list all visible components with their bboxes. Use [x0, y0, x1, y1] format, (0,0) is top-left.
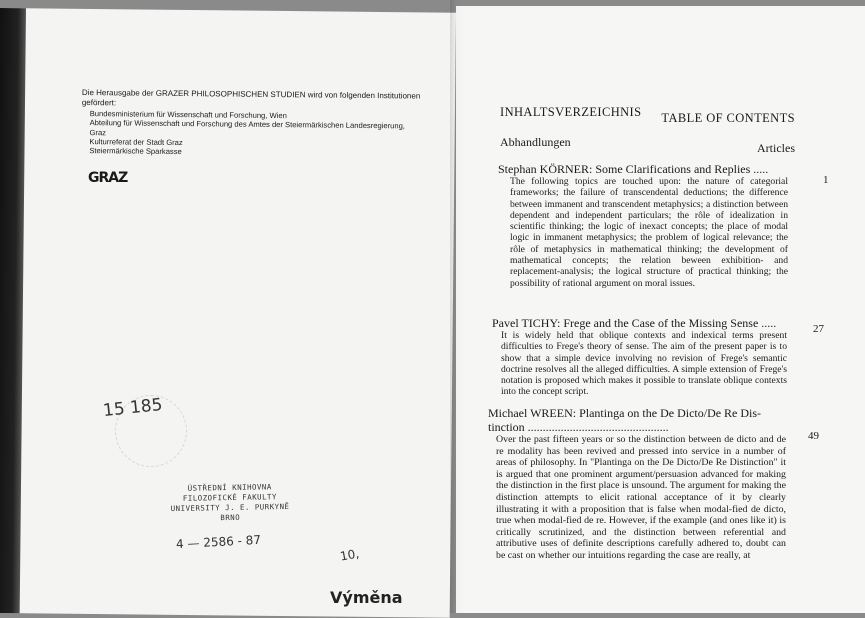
entry-title-line: tinction ............................................... — [488, 420, 669, 434]
exchange-stamp: Výměna — [330, 588, 403, 607]
toc-heading-english: TABLE OF CONTENTS — [661, 111, 795, 125]
library-stamp — [160, 482, 301, 524]
entry-page-number: 27 — [813, 323, 824, 335]
library-stamp-line: UNIVERSITY J. E. PURKYNĚ — [170, 501, 290, 514]
toc-entry — [498, 162, 798, 289]
library-stamp-line: FILOZOFICKÉ FAKULTY — [182, 492, 277, 503]
book-spine-shadow — [0, 8, 26, 613]
graz-logo: GRAZ — [88, 170, 128, 186]
library-stamp-line: BRNO — [220, 512, 241, 523]
entry-title-line: Michael WREEN: Plantinga on the De Dicto/De Re Dis- — [488, 406, 762, 420]
sponsor-item: Abteilung für Wissenschaft und Forschung des Amtes der Steiermärkischen Landesregierung, Graz — [89, 118, 405, 137]
entry-title: Stephan KÖRNER: Some Clarifications and Replies ..... — [498, 162, 769, 176]
book-gutter — [450, 0, 464, 613]
sponsor-list — [89, 109, 421, 159]
section-label-german: Abhandlungen — [500, 135, 571, 149]
handwritten-mark: 10, — [338, 546, 361, 564]
toc-heading-row — [500, 105, 795, 125]
entry-abstract: It is widely held that oblique contexts and indexical terms present difficulties to Frege's theory of sense. The aim of the present paper is to show that a simple device involving no revision of Frege's semantic doctrine resolves all the alleged difficulties. A simple extension of Frege's notation is proposed which makes it possible to translate oblique contexts into the concept script. — [501, 330, 787, 398]
entry-page-number: 1 — [823, 174, 829, 186]
toc-entry — [488, 406, 788, 562]
handwritten-catalog-number: 4 — 2586 - 87 — [175, 532, 262, 552]
section-label-english: Articles — [757, 141, 795, 155]
entry-title: Pavel TICHY: Frege and the Case of the Missing Sense ..... — [492, 316, 777, 330]
sponsor-intro: Die Herausgabe der GRAZER PHILOSOPHISCHEN STUDIEN wird von folgenden Institutionen gefördert: — [81, 88, 421, 108]
entry-abstract: Over the past fifteen years or so the distinction between de dicto and de re modality has been revived and pressed into service in a number of areas of philosophy. In "Plantinga on the De Dicto/De Re Distinction" it is argued that one prominent argument/persuasion advanced for making the distinction in the first place is unsound. The argument for making the distinction attempts to elicit rational acceptance of it by clearly illustrating it with a proposition that is false when modal-fied de dicto, true when modal-fied de re. However, if the example (and ones like it) is critically scrutinized, and the distinction between referential and attributive uses of definite descriptions carefully adhered to, doubt can be cast on whether our intuitions regarding the case are really, at — [496, 434, 786, 561]
toc-entry — [492, 316, 792, 398]
library-stamp-line: ÚSTŘEDNÍ KNIHOVNA — [187, 482, 272, 493]
sponsor-item: Bundesministerium für Wissenschaft und Forschung, Wien — [89, 109, 287, 121]
sponsor-item: Kulturreferat der Stadt Graz — [89, 136, 183, 147]
entry-abstract: The following topics are touched upon: the nature of categorial frameworks; the failure of transcendental deductions; the difference between immanent and transcendent metaphysics; a distinction between dependent and independent particulars; the rôle of idealization in scientific thinking; the logic of inexact concepts; the place of modal logic in immanent metaphysics; the problem of logical relevance; the rôle of metaphysics in mathematical thinking; the development of mathematical concepts; the relation beween exhibition- and replacement-analysis; the logical structure of practical thinking; the possibility of rational argument on moral issues. — [510, 176, 788, 289]
entry-title — [488, 406, 788, 434]
toc-section-row — [500, 135, 795, 155]
sponsor-item: Steiermärkische Sparkasse — [89, 146, 182, 157]
sponsor-notice — [81, 88, 422, 159]
entry-page-number: 49 — [808, 430, 819, 442]
handwritten-number: 15 185 — [102, 394, 164, 422]
toc-heading-german: INHALTSVERZEICHNIS — [500, 105, 642, 119]
